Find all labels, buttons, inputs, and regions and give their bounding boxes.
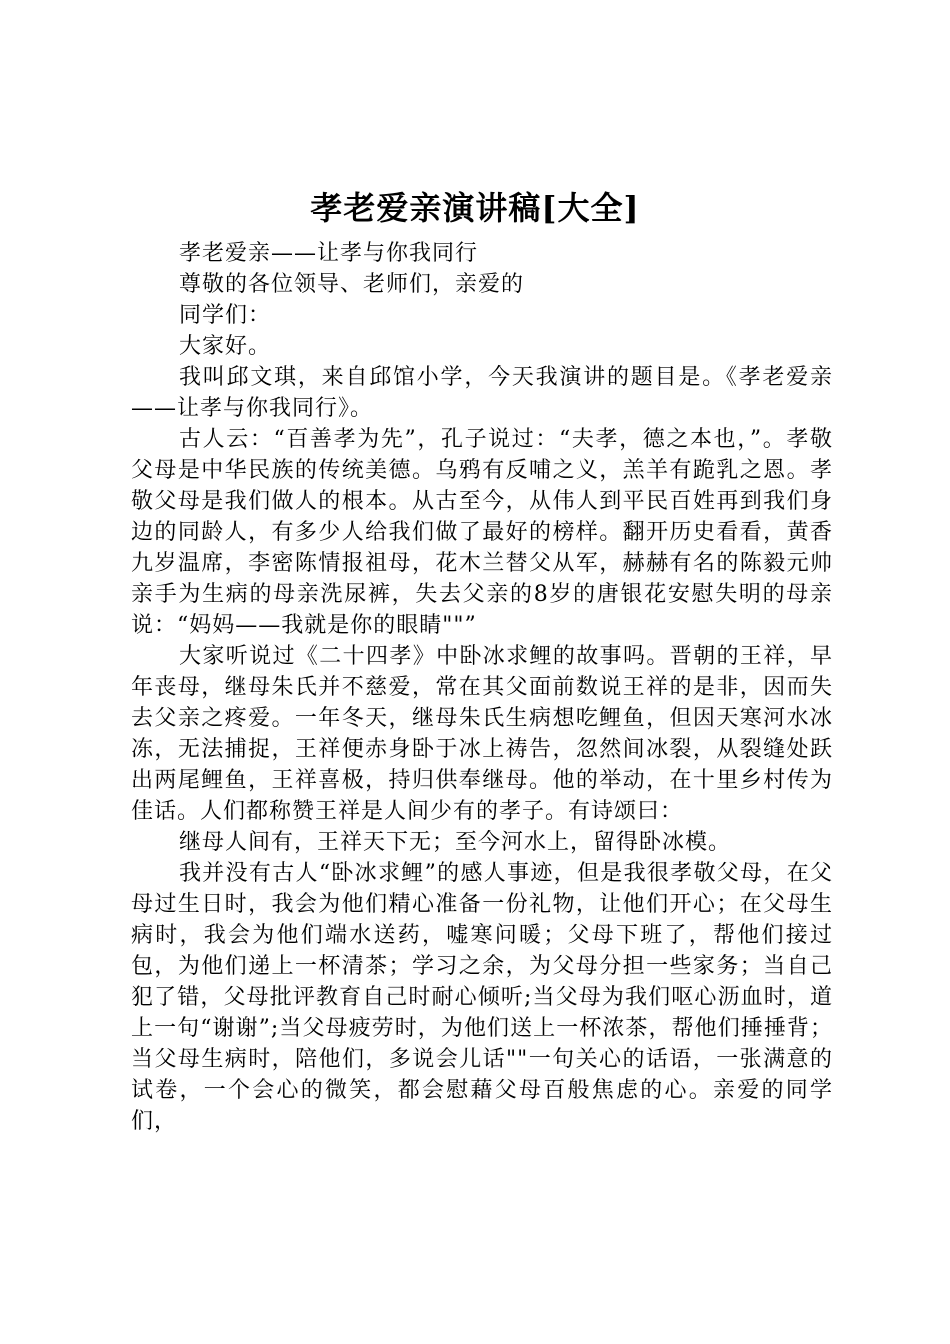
paragraph-personal-deeds: 我并没有古人“卧冰求鲤”的感人事迹，但是我很孝敬父母，在父母过生日时，我会为他们精心准备一份礼物，让他们开心；在父母生病时，我会为他们端水送药，嘘寒问暖；父母下班了，帮他们接过包，为他们递上一杯清茶；学习之余，为父母分担一些家务；当自己犯了错，父母批评教育自己时耐心倾听;当父母为我们呕心沥血时，道上一句“谢谢”;当父母疲劳时，为他们送上一杯浓茶，帮他们捶捶背；当父母生病时，陪他们，多说会儿话""一句关心的话语，一张满意的试卷，一个会心的微笑，都会慰藉父母百般焦虑的心。亲爱的同学们，: [131, 861, 833, 1134]
paragraph-greeting-line-2: 同学们：: [179, 303, 272, 328]
paragraph-hello: 大家好。: [179, 334, 272, 359]
paragraph-introduction: 我叫邱文琪，来自邱馆小学，今天我演讲的题目是。《孝老爱亲——让孝与你我同行》。: [131, 365, 833, 421]
paragraph-wang-xiang-story: 大家听说过《二十四孝》中卧冰求鲤的故事吗。晋朝的王祥，早年丧母，继母朱氏并不慈爱，常在其父面前数说王祥的是非，因而失去父亲之疼爱。一年冬天，继母朱氏生病想吃鲤鱼，但因天寒河水冰冻，无法捕捉，王祥便赤身卧于冰上祷告，忽然间冰裂，从裂缝处跃出两尾鲤鱼，王祥喜极，持归供奉继母。他的举动，在十里乡村传为佳话。人们都称赞王祥是人间少有的孝子。有诗颂曰：: [131, 644, 833, 824]
paragraph-poem: 继母人间有，王祥天下无；至今河水上，留得卧冰模。: [179, 830, 732, 855]
document-body: [131, 238, 833, 1137]
document-title: 孝老爱亲演讲稿[大全]: [310, 189, 640, 227]
paragraph-ancient-sayings: 古人云：“百善孝为先”，孔子说过：“夫孝，德之本也，”。孝敬父母是中华民族的传统美德。乌鸦有反哺之义，羔羊有跪乳之恩。孝敬父母是我们做人的根本。从古至今，从伟人到平民百姓再到我们身边的同龄人，有多少人给我们做了最好的榜样。翻开历史看看，黄香九岁温席，李密陈情报祖母，花木兰替父从军，赫赫有名的陈毅元帅亲手为生病的母亲洗尿裤，失去父亲的8岁的唐银花安慰失明的母亲说：“妈妈——我就是你的眼睛""”: [131, 427, 833, 638]
paragraph-greeting-line-1: 尊敬的各位领导、老师们，亲爱的: [179, 272, 525, 297]
paragraph-subtitle: 孝老爱亲——让孝与你我同行: [179, 241, 479, 266]
